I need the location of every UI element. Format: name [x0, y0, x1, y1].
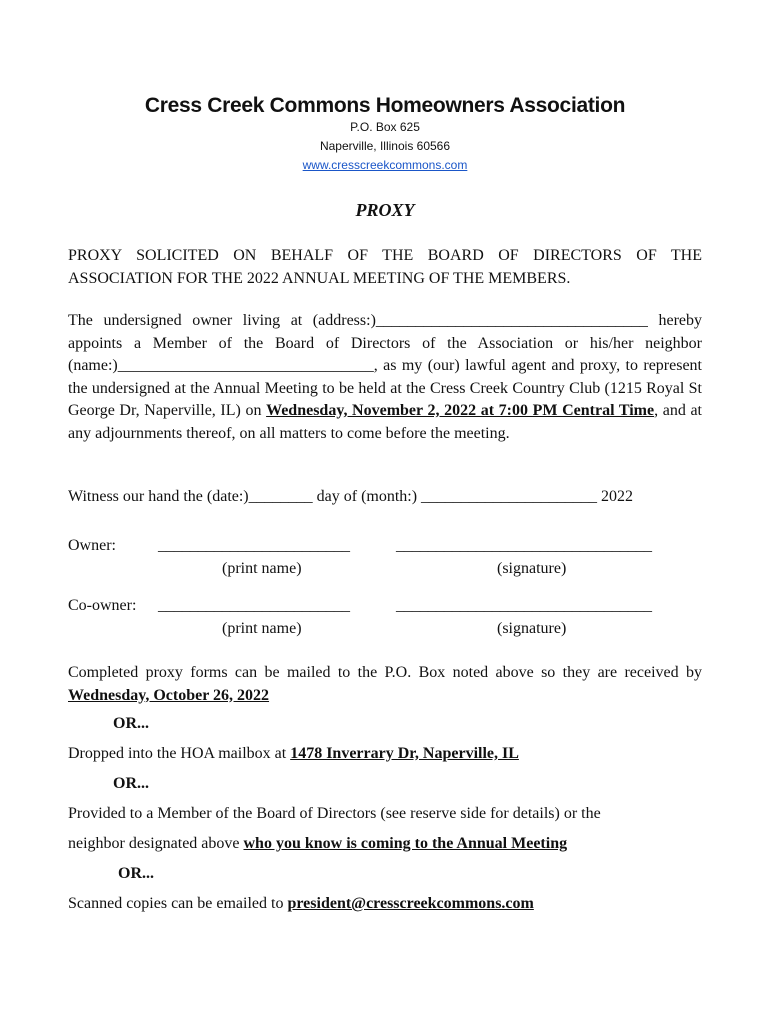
drop-text: Dropped into the HOA mailbox at [68, 745, 291, 762]
drop-address: 1478 Inverrary Dr, Naperville, IL [290, 745, 519, 762]
mail-text: Completed proxy forms can be mailed to the P.O. Box noted above so they are received by [68, 664, 702, 681]
po-box: P.O. Box 625 [350, 120, 420, 134]
owner-signature-field[interactable]: ________________________________ [396, 537, 652, 554]
body-text-part1: The undersigned owner living at (address:)__________________________________ hereby appoints a Member of the Board of Directors of the Association or his/her neighbor (name:)________________________________, as my (our) lawful agent and proxy, to represent the undersigned at the Annual Meeting to be held at the Cress Creek Country Club (1215 Royal St George Dr, Naperville, IL) on [68, 312, 702, 419]
scan-text: Scanned copies can be emailed to [68, 895, 288, 912]
provided-line-2 [68, 835, 567, 853]
owner-signature-caption: (signature) [497, 560, 567, 577]
or-separator-3: OR... [118, 865, 154, 882]
proxy-body-paragraph [68, 310, 702, 445]
provided-emphasis: who you know is coming to the Annual Meeting [243, 835, 568, 852]
or-separator-2: OR... [113, 775, 149, 792]
body-text-part2: , and at any adjournments thereof, on all matters to come before the meeting. [68, 402, 702, 442]
meeting-datetime: Wednesday, November 2, 2022 at 7:00 PM Central Time [266, 402, 655, 419]
coowner-print-name-field[interactable]: ________________________ [158, 597, 350, 614]
owner-print-name-field[interactable]: ________________________ [158, 537, 350, 554]
mail-instruction [68, 662, 702, 707]
intro-paragraph: PROXY SOLICITED ON BEHALF OF THE BOARD OF DIRECTORS OF THE ASSOCIATION FOR THE 2022 ANNUAL MEETING OF THE MEMBERS. [68, 247, 702, 287]
coowner-signature-field[interactable]: ________________________________ [396, 597, 652, 614]
coowner-label: Co-owner: [68, 597, 137, 614]
form-title: PROXY [355, 200, 415, 220]
org-title: Cress Creek Commons Homeowners Association [144, 94, 626, 117]
or-separator-1: OR... [113, 715, 149, 732]
email-instruction [68, 895, 534, 913]
president-email-link[interactable]: president@cresscreekcommons.com [287, 895, 534, 912]
city-line: Naperville, Illinois 60566 [319, 139, 451, 153]
owner-print-name-caption: (print name) [222, 560, 302, 577]
provided-text: neighbor designated above [68, 835, 244, 852]
witness-line: Witness our hand the (date:)________ day of (month:) ______________________ 2022 [68, 488, 634, 505]
provided-line-1: Provided to a Member of the Board of Directors (see reserve side for details) or the [68, 805, 601, 822]
coowner-signature-caption: (signature) [497, 620, 567, 637]
owner-label: Owner: [68, 537, 116, 554]
coowner-print-name-caption: (print name) [222, 620, 302, 637]
dropoff-instruction [68, 745, 519, 763]
website-link[interactable]: www.cresscreekcommons.com [302, 158, 468, 172]
mail-deadline: Wednesday, October 26, 2022 [68, 686, 270, 704]
